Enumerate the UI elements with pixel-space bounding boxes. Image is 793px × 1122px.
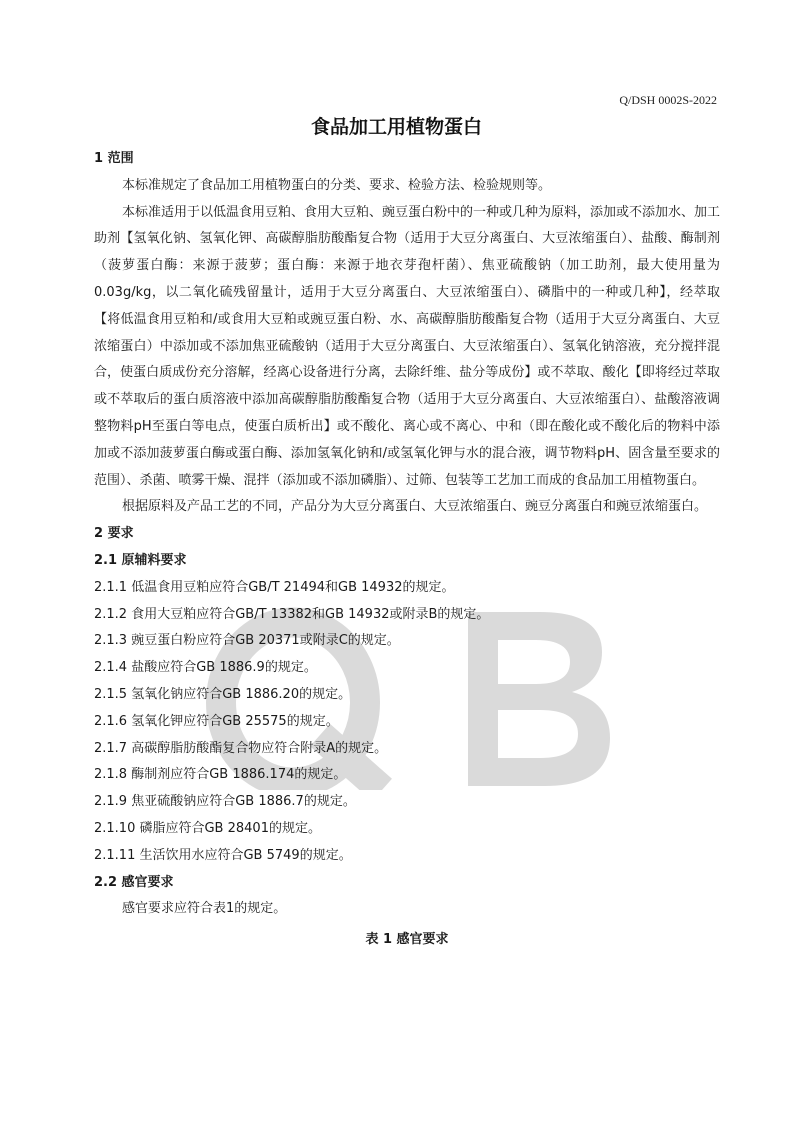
raw-material-item: 2.1.11 生活饮用水应符合GB 5749的规定。: [94, 847, 352, 863]
document-number: Q/DSH 0002S-2022: [619, 93, 717, 107]
raw-material-item: 2.1.4 盐酸应符合GB 1886.9的规定。: [94, 660, 317, 676]
page-title: 食品加工用植物蛋白: [310, 116, 482, 138]
raw-material-item: 2.1.1 低温食用豆粕应符合GB/T 21494和GB 14932的规定。: [94, 579, 455, 595]
scope-paragraph-2: 本标准适用于以低温食用豆粕、食用大豆粕、豌豆蛋白粉中的一种或几种为原料，添加或不添加水、加工助剂【氢氧化钠、氢氧化钾、高碳醇脂肪酸酯复合物（适用于大豆分离蛋白、大豆浓缩蛋白）、盐酸、酶制剂（菠萝蛋白酶：来源于菠萝；蛋白酶：来源于地衣芽孢杆菌）、焦亚硫酸钠（加工助剂，最大使用量为0.03g/kg，以二氧化硫残留量计，适用于大豆分离蛋白、大豆浓缩蛋白）、磷脂中的一种或几种】，经萃取【将低温食用豆粕和/或食用大豆粕或豌豆蛋白粉、水、高碳醇脂肪酸酯复合物（适用于大豆分离蛋白、大豆浓缩蛋白）中添加或不添加焦亚硫酸钠（适用于大豆分离蛋白、大豆浓缩蛋白）、氢氧化钠溶液，充分搅拌混合，使蛋白质成份充分溶解，经离心设备进行分离，去除纤维、盐分等成份】或不萃取、酸化【即将经过萃取或不萃取后的蛋白质溶液中添加高碳醇脂肪酸酯复合物（适用于大豆分离蛋白、大豆浓缩蛋白）、盐酸溶液调整物料pH至蛋白等电点，使蛋白质析出】或不酸化、离心或不离心、中和（即在酸化或不酸化后的物料中添加或不添加菠萝蛋白酶或蛋白酶、添加氢氧化钠和/或氢氧化钾与水的混合液，调节物料pH、固含量至要求的范围）、杀菌、喷雾干燥、混拌（添加或不添加磷脂）、过筛、包装等工艺加工而成的食品加工用植物蛋白。: [94, 204, 721, 488]
scope-paragraph-3: 根据原料及产品工艺的不同，产品分为大豆分离蛋白、大豆浓缩蛋白、豌豆分离蛋白和豌豆浓缩蛋白。: [122, 499, 708, 515]
raw-material-item: 2.1.10 磷脂应符合GB 28401的规定。: [94, 820, 321, 836]
raw-material-item: 2.1.5 氢氧化钠应符合GB 1886.20的规定。: [94, 686, 352, 702]
raw-material-item: 2.1.7 高碳醇脂肪酸酯复合物应符合附录A的规定。: [94, 740, 388, 756]
subsection-heading-sensory: 2.2 感官要求: [94, 874, 174, 890]
raw-material-item: 2.1.6 氢氧化钾应符合GB 25575的规定。: [94, 713, 339, 729]
subsection-heading-raw-materials: 2.1 原辅料要求: [94, 552, 187, 568]
section-heading-requirements: 2 要求: [94, 526, 134, 542]
sensory-paragraph: 感官要求应符合表1的规定。: [122, 901, 287, 917]
raw-material-item: 2.1.9 焦亚硫酸钠应符合GB 1886.7的规定。: [94, 794, 356, 810]
raw-material-item: 2.1.8 酶制剂应符合GB 1886.174的规定。: [94, 767, 347, 783]
document-body: [94, 146, 720, 954]
raw-material-item: 2.1.2 食用大豆粕应符合GB/T 13382和GB 14932或附录B的规定。: [94, 606, 490, 622]
scope-paragraph-1: 本标准规定了食品加工用植物蛋白的分类、要求、检验方法、检验规则等。: [122, 177, 552, 193]
section-heading-scope: 1 范围: [94, 151, 134, 166]
raw-material-item: 2.1.3 豌豆蛋白粉应符合GB 20371或附录C的规定。: [94, 633, 400, 649]
table-caption: 表 1 感官要求: [365, 932, 449, 948]
